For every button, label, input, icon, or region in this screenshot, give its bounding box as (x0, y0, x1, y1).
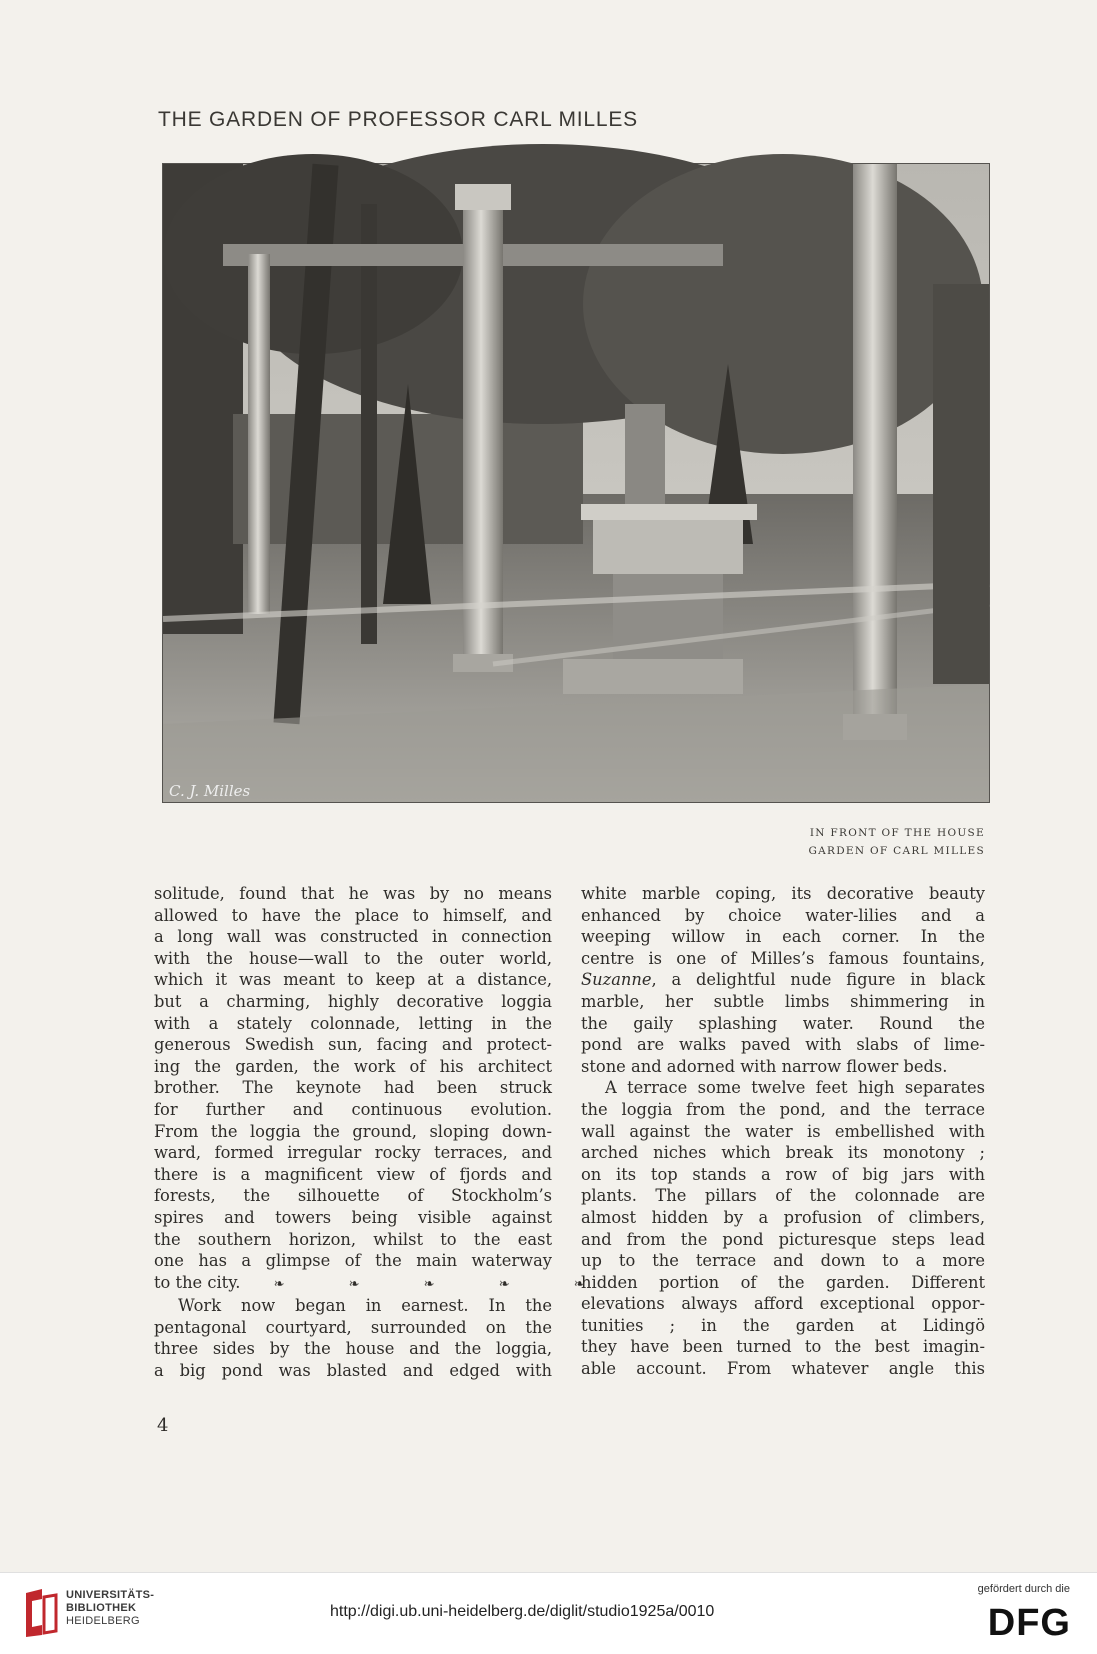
text-line: three sides by the house and the loggia, (154, 1339, 552, 1359)
text-line-ornaments (154, 1272, 615, 1296)
text-line: and from the pond picturesque steps lead (581, 1229, 985, 1249)
text-line: which it was meant to keep at a distance, (154, 970, 552, 990)
text-line: marble, her subtle limbs shimmering in (581, 991, 985, 1011)
text-line: pentagonal courtyard, surrounded on the (154, 1317, 552, 1337)
text-line: elevations always afford exceptional oppor- (581, 1294, 985, 1314)
left-text-column (154, 883, 615, 1382)
dfg-logo: DFG (987, 1602, 1071, 1644)
text-line: able account. From whatever angle this (581, 1359, 985, 1379)
text-line: white marble coping, its decorative beauty (581, 884, 985, 903)
running-head: THE GARDEN OF PROFESSOR CARL MILLES (158, 108, 638, 131)
garden-photo-image (163, 164, 989, 802)
right-text-column (581, 883, 985, 1380)
digitization-footer (0, 1572, 1097, 1654)
text-line: the southern horizon, whilst to the east (154, 1229, 552, 1249)
text-line: solitude, found that he was by no means (154, 884, 552, 903)
text-line: forests, the silhouette of Stockholm’s (154, 1186, 552, 1206)
text-line: Work now began in earnest. In the (178, 1296, 552, 1316)
fountain-title: Suzanne (581, 970, 652, 990)
text-line: almost hidden by a profusion of climbers, (581, 1207, 985, 1227)
text-line: enhanced by choice water-lilies and a (581, 905, 985, 925)
text-line: stone and adorned with narrow flower beds. (581, 1056, 948, 1076)
text-line: the loggia from the pond, and the terrace (581, 1099, 985, 1119)
library-name-line: BIBLIOTHEK (66, 1602, 137, 1614)
caption-line-2: GARDEN OF CARL MILLES (808, 845, 985, 857)
text-line: a long wall was constructed in connection (154, 927, 552, 947)
text-line: one has a glimpse of the main waterway (154, 1251, 552, 1271)
ornament-leaves: ❧ ❧ ❧ ❧ ❧ (273, 1276, 615, 1292)
city-text: to the city. (154, 1272, 241, 1292)
text-line: plants. The pillars of the colonnade are (581, 1186, 985, 1206)
text-line: A terrace some twelve feet high separates (605, 1078, 985, 1098)
text-line: wall against the water is embellished with (581, 1121, 985, 1141)
university-library-logo-icon (22, 1587, 60, 1639)
photo-caption (808, 824, 985, 860)
page-number: 4 (157, 1415, 169, 1436)
library-name (66, 1589, 154, 1628)
text-line: hidden portion of the garden. Different (581, 1272, 985, 1292)
text-line: with a stately colonnade, letting in the (154, 1013, 552, 1033)
text-line-suzanne (581, 969, 985, 991)
text-line: arched niches which break its monotony ; (581, 1143, 985, 1163)
photographer-signature: C. J. Milles (169, 782, 251, 800)
text-line: weeping willow in each corner. In the (581, 927, 985, 947)
text-fragment: , a delightful nude figure in black (651, 970, 985, 990)
library-name-line: HEIDELBERG (66, 1615, 140, 1627)
funded-by-label: gefördert durch die (977, 1583, 1070, 1595)
text-line: centre is one of Milles’s famous fountains, (581, 948, 985, 968)
text-line: generous Swedish sun, facing and protect- (154, 1035, 552, 1055)
text-line: for further and continuous evolution. (154, 1099, 552, 1119)
text-line: they have been turned to the best imagin- (581, 1337, 985, 1357)
caption-line-1: IN FRONT OF THE HOUSE (809, 827, 985, 839)
text-line: From the loggia the ground, sloping down- (154, 1121, 552, 1141)
text-line: the gaily splashing water. Round the (581, 1013, 985, 1033)
text-line: ing the garden, the work of his architect (154, 1056, 552, 1076)
text-line: up to the terrace and down to a more (581, 1251, 985, 1271)
text-line: allowed to have the place to himself, and (154, 905, 552, 925)
text-line: with the house—wall to the outer world, (154, 948, 552, 968)
library-name-line: UNIVERSITÄTS- (66, 1589, 155, 1601)
text-line: there is a magnificent view of fjords and (154, 1164, 552, 1184)
text-line: but a charming, highly decorative loggia (154, 991, 552, 1011)
text-line: brother. The keynote had been struck (154, 1078, 552, 1098)
text-line: a big pond was blasted and edged with (154, 1361, 552, 1381)
permalink-url[interactable]: http://digi.ub.uni-heidelberg.de/diglit/studio1925a/0010 (330, 1603, 715, 1620)
text-line: ward, formed irregular rocky terraces, and (154, 1143, 552, 1163)
text-line: tunities ; in the garden at Lidingö (581, 1315, 985, 1335)
text-line: on its top stands a row of big jars with (581, 1164, 985, 1184)
garden-photograph (162, 163, 990, 803)
text-line: spires and towers being visible against (154, 1207, 552, 1227)
text-line: pond are walks paved with slabs of lime- (581, 1035, 985, 1055)
